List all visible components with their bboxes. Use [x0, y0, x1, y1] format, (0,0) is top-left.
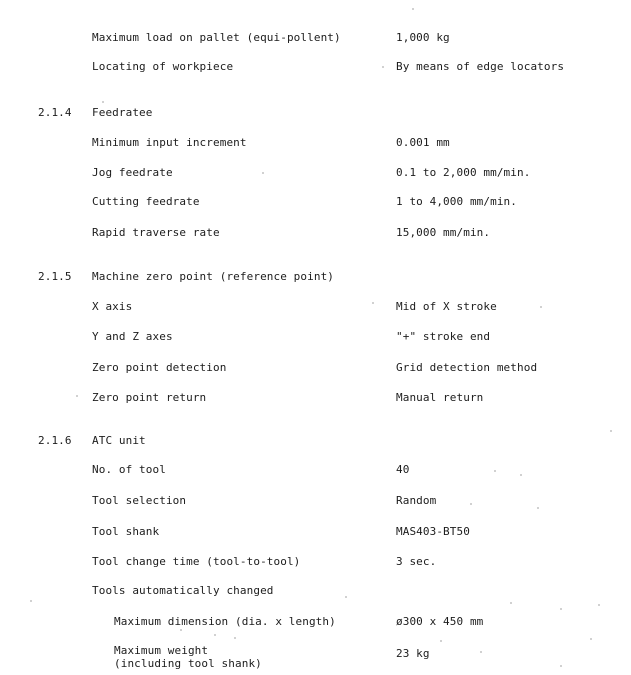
- scan-speck: [480, 651, 482, 653]
- scan-speck: [598, 604, 600, 606]
- spec-label: Zero point return: [92, 391, 207, 404]
- scan-speck: [494, 470, 496, 472]
- spec-sub-label: (including tool shank): [114, 657, 262, 670]
- spec-label: Tool selection: [92, 494, 187, 507]
- section-title: Machine zero point (reference point): [92, 270, 335, 283]
- spec-label: Tools automatically changed: [92, 584, 274, 597]
- scan-speck: [214, 634, 216, 636]
- spec-label: Minimum input increment: [92, 136, 247, 149]
- spec-value: "+" stroke end: [396, 330, 491, 343]
- scan-speck: [30, 600, 32, 602]
- section-number: 2.1.5: [38, 270, 72, 283]
- scan-speck: [262, 172, 264, 174]
- spec-label: Jog feedrate: [92, 166, 173, 179]
- spec-value: 1 to 4,000 mm/min.: [396, 195, 518, 208]
- spec-value: Manual return: [396, 391, 484, 404]
- spec-sub-label: Maximum dimension (dia. x length): [114, 615, 336, 628]
- scan-speck: [560, 665, 562, 667]
- spec-value: Mid of X stroke: [396, 300, 497, 313]
- spec-value: 15,000 mm/min.: [396, 226, 491, 239]
- scan-speck: [520, 474, 522, 476]
- spec-label: Zero point detection: [92, 361, 227, 374]
- scan-speck: [470, 503, 472, 505]
- spec-label: Locating of workpiece: [92, 60, 234, 73]
- spec-sub-label: Maximum weight: [114, 644, 209, 657]
- spec-value: 0.1 to 2,000 mm/min.: [396, 166, 531, 179]
- scan-speck: [345, 596, 347, 598]
- spec-label: Tool change time (tool-to-tool): [92, 555, 301, 568]
- spec-label: Y and Z axes: [92, 330, 173, 343]
- scan-speck: [382, 66, 384, 68]
- spec-label: Maximum load on pallet (equi-pollent): [92, 31, 341, 44]
- spec-value: 3 sec.: [396, 555, 437, 568]
- scan-speck: [372, 302, 374, 304]
- scan-speck: [537, 507, 539, 509]
- spec-value: MAS403-BT50: [396, 525, 470, 538]
- spec-value: Random: [396, 494, 437, 507]
- scan-speck: [610, 430, 612, 432]
- spec-value: 1,000 kg: [396, 31, 450, 44]
- section-title: Feedratee: [92, 106, 153, 119]
- spec-value: 40: [396, 463, 410, 476]
- scan-speck: [180, 629, 182, 631]
- spec-value: 23 kg: [396, 647, 430, 660]
- scan-speck: [510, 602, 512, 604]
- scan-speck: [76, 395, 78, 397]
- spec-label: Rapid traverse rate: [92, 226, 220, 239]
- spec-value: By means of edge locators: [396, 60, 565, 73]
- section-title: ATC unit: [92, 434, 146, 447]
- scan-speck: [234, 637, 236, 639]
- spec-label: X axis: [92, 300, 133, 313]
- scan-speck: [440, 640, 442, 642]
- scan-speck: [412, 8, 414, 10]
- section-number: 2.1.6: [38, 434, 72, 447]
- section-number: 2.1.4: [38, 106, 72, 119]
- spec-label: Tool shank: [92, 525, 160, 538]
- spec-value: Grid detection method: [396, 361, 538, 374]
- scan-speck: [102, 101, 104, 103]
- spec-label: No. of tool: [92, 463, 166, 476]
- scan-speck: [560, 608, 562, 610]
- scan-speck: [590, 638, 592, 640]
- spec-value: ø300 x 450 mm: [396, 615, 484, 628]
- scan-speck: [540, 306, 542, 308]
- spec-label: Cutting feedrate: [92, 195, 200, 208]
- spec-value: 0.001 mm: [396, 136, 450, 149]
